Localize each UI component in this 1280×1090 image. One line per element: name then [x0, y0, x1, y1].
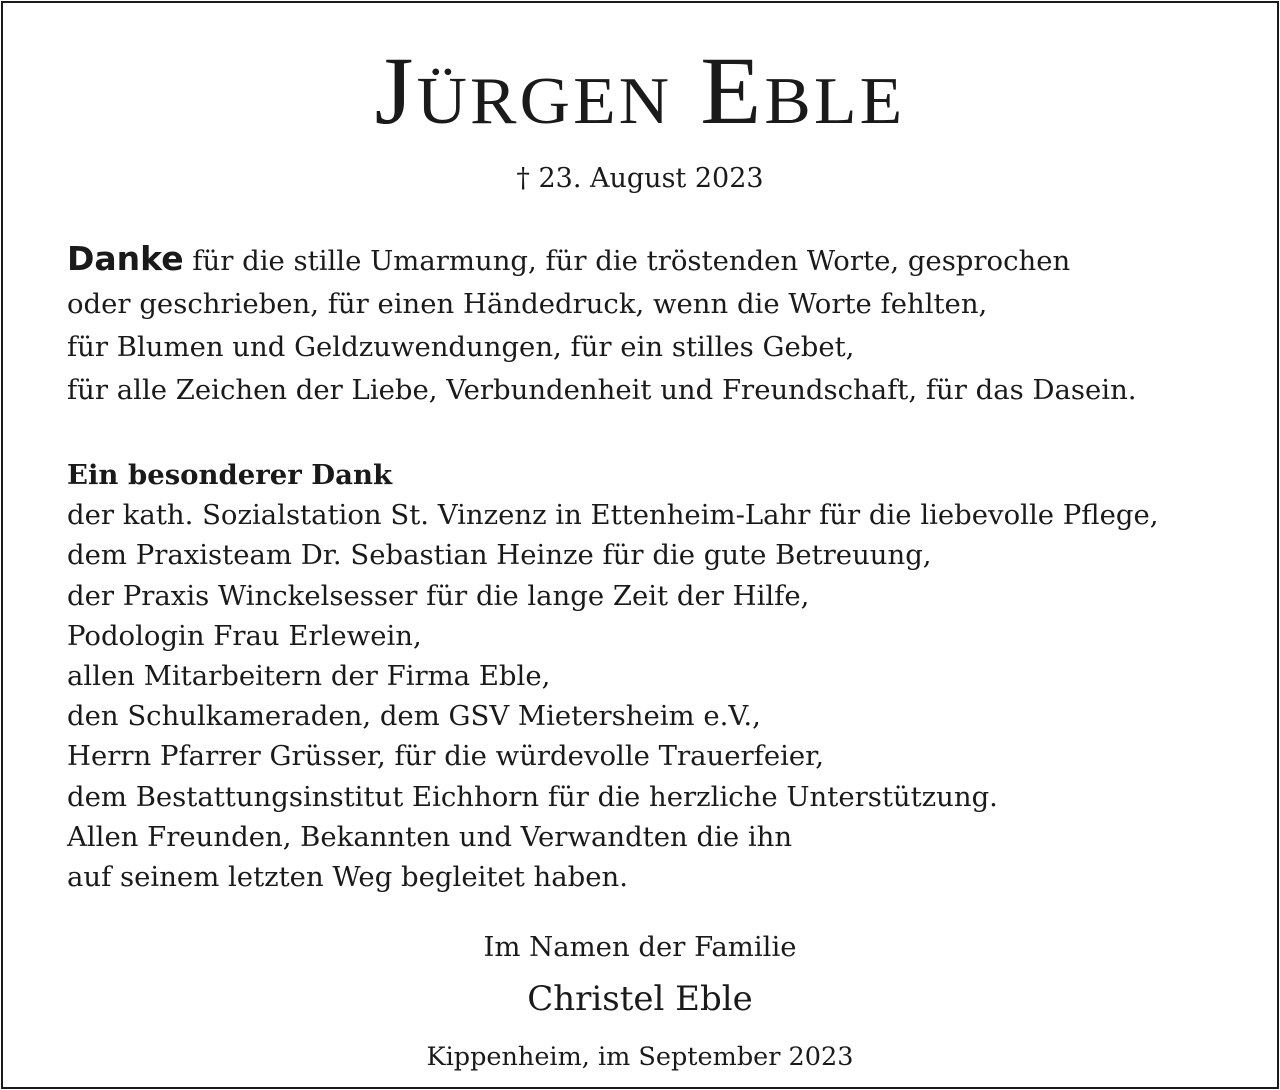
special-thanks-heading: Ein besonderer Dank [67, 459, 393, 491]
family-intro: Im Namen der Familie [483, 931, 797, 963]
special-thanks-line: Herrn Pfarrer Grüsser, für die würdevolle Trauerfeier, [67, 740, 825, 773]
special-thanks-line: Allen Freunden, Bekannten und Verwandten die ihn [67, 820, 793, 853]
thanks-line: für Blumen und Geldzuwendungen, für ein stilles Gebet, [67, 331, 855, 363]
deceased-name: Jürgen Eble [374, 37, 906, 144]
special-thanks-line: dem Praxisteam Dr. Sebastian Heinze für die gute Betreuung, [67, 539, 932, 572]
signer-name: Christel Eble [527, 979, 753, 1019]
special-thanks-line: allen Mitarbeitern der Firma Eble, [67, 660, 551, 693]
thanks-line: für alle Zeichen der Liebe, Verbundenheit und Freundschaft, für das Dasein. [67, 374, 1137, 406]
special-thanks-line: dem Bestattungsinstitut Eichhorn für die herzliche Unterstützung. [67, 780, 998, 813]
obituary-notice [1, 1, 1279, 1089]
special-thanks-line: der Praxis Winckelsesser für die lange Zeit der Hilfe, [67, 579, 810, 612]
thanks-line-text: für die stille Umarmung, für die tröstenden Worte, gesprochen [183, 245, 1071, 277]
thanks-line [67, 237, 1257, 283]
special-thanks-section [67, 455, 1267, 897]
special-thanks-line: Podologin Frau Erlewein, [67, 619, 422, 652]
death-date: † 23. August 2023 [516, 163, 764, 194]
danke-word: Danke [67, 239, 184, 278]
place-date: Kippenheim, im September 2023 [426, 1042, 854, 1072]
special-thanks-line: den Schulkameraden, dem GSV Mietersheim e.V., [67, 700, 761, 733]
closing-block [3, 927, 1277, 1077]
thanks-line: oder geschrieben, für einen Händedruck, wenn die Worte fehlten, [67, 288, 988, 320]
thanks-paragraph [67, 237, 1257, 412]
special-thanks-line: auf seinem letzten Weg begleitet haben. [67, 861, 628, 894]
special-thanks-line: der kath. Sozialstation St. Vinzenz in Ettenheim-Lahr für die liebevolle Pflege, [67, 499, 1159, 532]
